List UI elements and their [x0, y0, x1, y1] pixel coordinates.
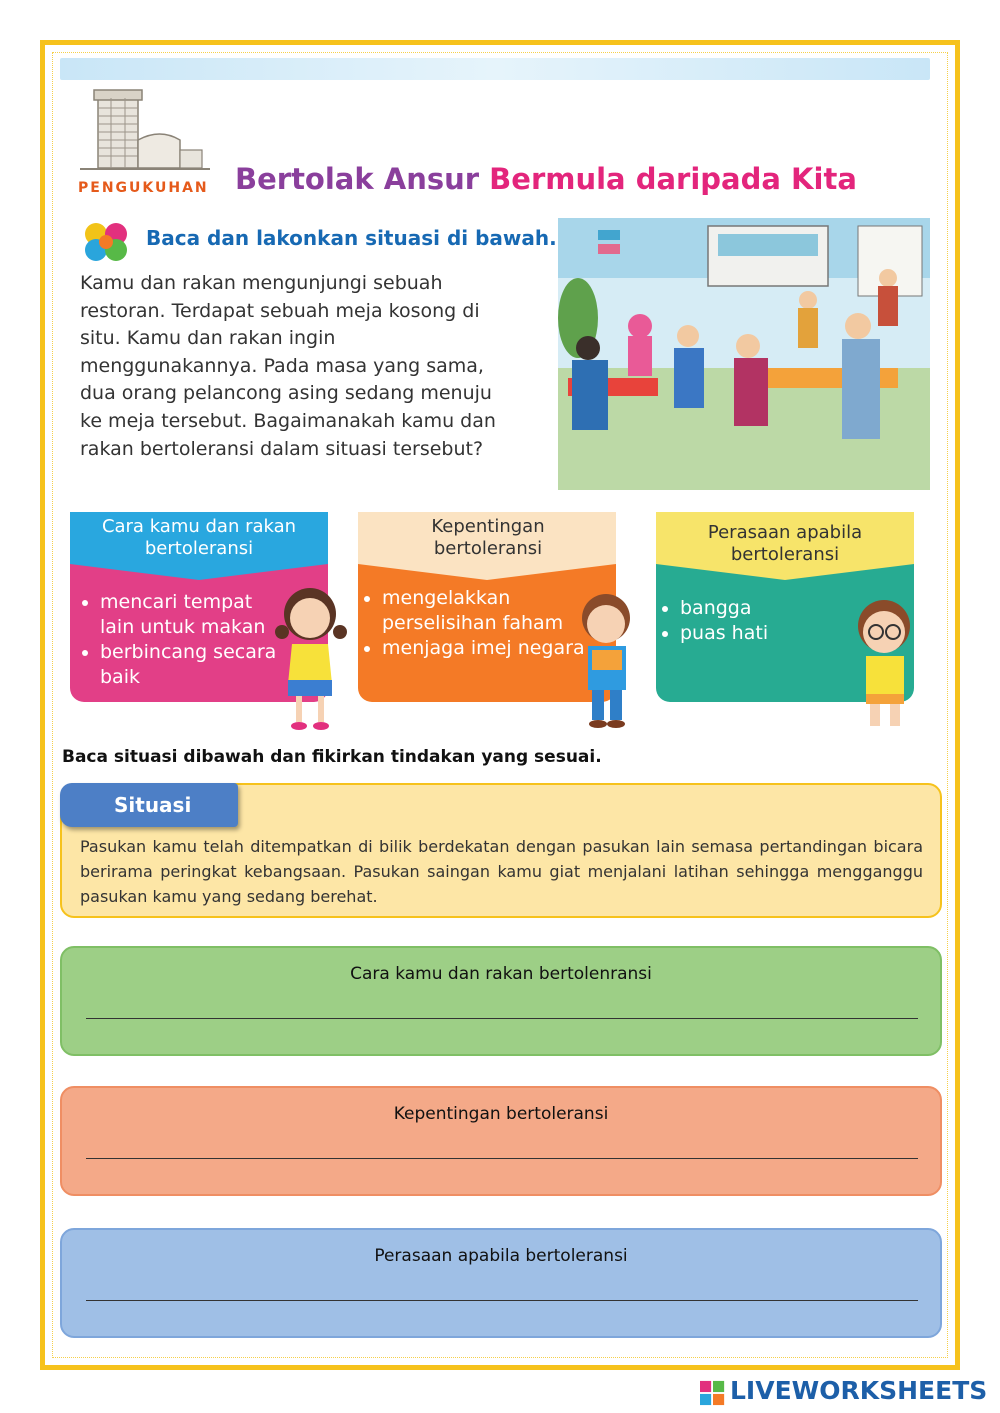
brand-suffix: WORKSHEETS	[791, 1376, 988, 1405]
section-badge: PENGUKUHAN	[78, 180, 209, 196]
card-3-heading: Perasaan apabila bertoleransi	[707, 522, 863, 565]
boy-illustration	[566, 590, 650, 732]
title-part-2: Bermula daripada Kita	[489, 162, 857, 196]
story-paragraph: Kamu dan rakan mengunjungi sebuah restoran. Terdapat sebuah meja kosong di situ. Kamu dan rakan ingin menggunakannya. Pada masa yang sama, dua orang pelancong asing sedang menuju ke meja tersebut. Bagaimanakah kamu dan rakan bertoleransi dalam situasi tersebut?	[80, 272, 496, 460]
card-3-item: • bangga	[680, 596, 816, 621]
answer-label: Kepentingan bertoleransi	[393, 1104, 609, 1124]
boy-with-glasses-illustration	[836, 596, 936, 732]
liveworksheets-logo-icon	[700, 1378, 726, 1408]
header-sky-strip	[60, 58, 930, 80]
answer-underline	[86, 1018, 918, 1019]
answer-input-kepentingan[interactable]	[86, 1132, 918, 1160]
situasi-tab: Situasi	[60, 783, 238, 827]
card-1-item: • berbincang secara baik	[100, 640, 286, 690]
card-1-item: • mencari tempat lain untuk makan	[100, 590, 286, 640]
answer-box-kepentingan	[60, 1086, 942, 1196]
answer-box-cara	[60, 946, 942, 1056]
answer-underline	[86, 1300, 918, 1301]
card-3-item: • puas hati	[680, 621, 816, 646]
restaurant-scene-illustration	[558, 218, 930, 490]
brand-prefix: LIVE	[730, 1376, 792, 1405]
page-title	[235, 162, 857, 196]
answer-label: Perasaan apabila bertoleransi	[374, 1246, 628, 1266]
card-1-heading: Cara kamu dan rakan bertoleransi	[101, 516, 297, 559]
building-illustration	[80, 78, 210, 176]
situasi-text: Pasukan kamu telah ditempatkan di bilik berdekatan dengan pasukan lain semasa pertandingan bicara berirama peringkat kebangsaan. Pasukan saingan kamu giat menjalani latihan sehingga mengganggu pasukan kamu yang sedang berehat.	[80, 837, 923, 906]
card-1-list	[76, 590, 286, 690]
answer-input-perasaan[interactable]	[86, 1274, 918, 1302]
liveworksheets-brand[interactable]	[730, 1376, 987, 1405]
card-2-heading: Kepentingan bertoleransi	[431, 516, 545, 559]
card-2-item: • mengelakkan perselisihan faham	[382, 586, 588, 636]
activity-prompt: Baca situasi dibawah dan fikirkan tindakan yang sesuai.	[62, 747, 602, 767]
answer-box-perasaan	[60, 1228, 942, 1338]
card-3-list	[656, 596, 816, 646]
instruction-heading: Baca dan lakonkan situasi di bawah.	[146, 226, 557, 250]
title-part-1: Bertolak Ansur	[235, 162, 480, 196]
card-2-item: • menjaga imej negara	[382, 636, 588, 661]
card-2-list	[358, 586, 588, 661]
puzzle-icon	[82, 220, 130, 264]
girl-illustration	[266, 584, 356, 732]
answer-input-cara[interactable]	[86, 992, 918, 1020]
answer-underline	[86, 1158, 918, 1159]
answer-label: Cara kamu dan rakan bertolenransi	[350, 964, 652, 984]
